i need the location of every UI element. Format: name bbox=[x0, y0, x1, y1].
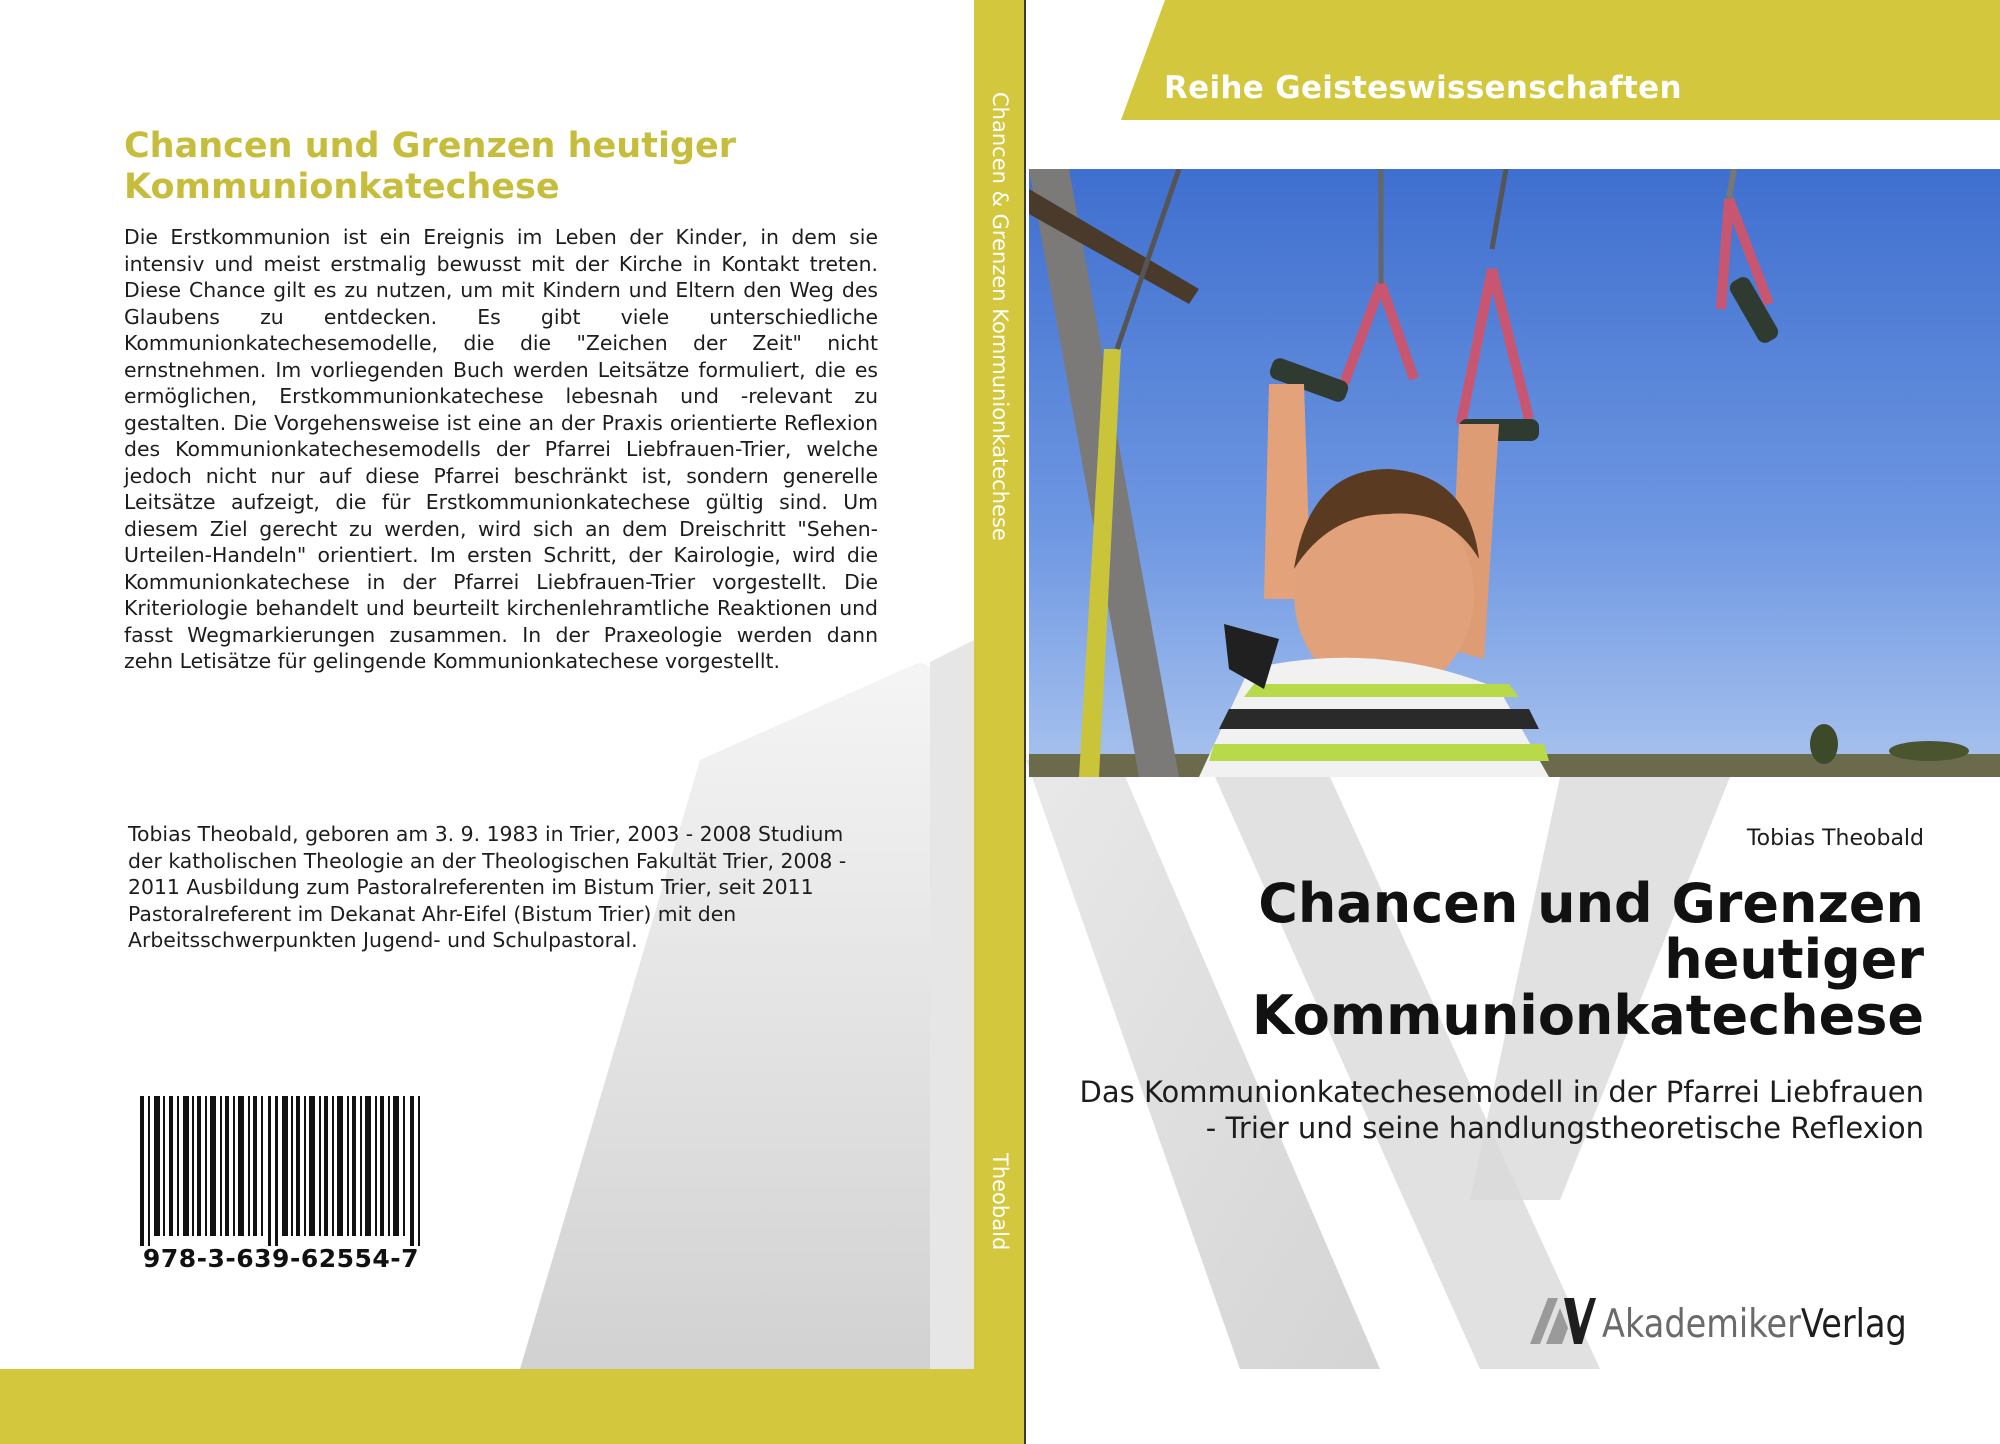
spine-divider bbox=[1024, 0, 1026, 1444]
spine-title: Chancen & Grenzen Kommunionkatechese bbox=[988, 92, 1012, 541]
spine-author: Theobald bbox=[988, 1153, 1012, 1251]
series-label: Reihe Geisteswissenschaften bbox=[1164, 70, 1682, 106]
isbn-number: 978-3-639-62554-7 bbox=[142, 1244, 420, 1273]
boy-on-gym-rings-photo-icon bbox=[1029, 169, 2000, 777]
author-bio: Tobias Theobald, geboren am 3. 9. 1983 in Trier, 2003 - 2008 Studium der katholischen Theologie an der Theologischen Fakultät Trier, 2008 - 2011 Ausbildung zum Pastoralreferenten im Bistum Trier, seit 2011 Pastoralreferent im Dekanat Ahr-Eifel (Bistum Trier) mit den Arbeitsschwerpunkten Jugend- und Schulpastoral. bbox=[128, 822, 847, 952]
front-author: Tobias Theobald bbox=[1746, 826, 1924, 851]
publisher-name-part1: Akademiker bbox=[1602, 1302, 1801, 1347]
isbn-barcode bbox=[128, 1086, 434, 1286]
barcode-icon bbox=[140, 1096, 422, 1246]
back-cover-accent-band bbox=[0, 1369, 974, 1444]
publisher-logo bbox=[1530, 1296, 1920, 1356]
publisher-name bbox=[1602, 1302, 1907, 1347]
front-subtitle: Das Kommunionkatechesemodell in der Pfarrei Liebfrauen - Trier und seine handlungstheoretische Reflexion bbox=[1079, 1075, 1924, 1145]
front-title: Chancen und Grenzen heutiger Kommunionkatechese bbox=[1251, 872, 1924, 1047]
back-cover-title: Chancen und Grenzen heutiger Kommunionkatechese bbox=[124, 126, 737, 207]
publisher-name-part2: Verlag bbox=[1800, 1302, 1907, 1347]
back-cover-blurb: Die Erstkommunion ist ein Ereignis im Leben der Kinder, in dem sie intensiv und meist erstmalig bewusst mit der Kirche in Kontakt treten. Diese Chance gilt es zu nutzen, um mit Kindern und Eltern den Weg des Glaubens zu entdecken. Es gibt viele unterschiedliche Kommunionkatechesemodelle, die die "Zeichen der Zeit" nicht ernstnehmen. Im vorliegenden Buch werden Leitsätze formuliert, die es ermöglichen, Erstkommunionkatechese lebesnah und -relevant zu gestalten. Die Vorgehensweise ist eine an der Praxis orientierte Reflexion des Kommunionkatechesemodells der Pfarrei Liebfrauen-Trier, welche jedoch nicht nur auf diese Pfarrei beschränkt ist, sondern generelle Leitsätze aufzeigt, die für Erstkommunionkatechese gültig sind. Um diesem Ziel gerecht zu werden, wird sich an dem Dreischritt "Sehen-Urteilen-Handeln" orientiert. Im ersten Schritt, der Kairologie, wird die Kommunionkatechese in der Pfarrei Liebfrauen-Trier vorgestellt. Die Kriteriologie behandelt und beurteilt kirchenlehramtliche Reaktionen und fasst Wegmarkierungen zusammen. In der Praxeologie werden dann zehn Letisätze für gelingende Kommunionkatechese vorgestellt. bbox=[124, 225, 878, 673]
cover-photo bbox=[1029, 169, 2000, 777]
av-logo-icon bbox=[1530, 1298, 1596, 1346]
